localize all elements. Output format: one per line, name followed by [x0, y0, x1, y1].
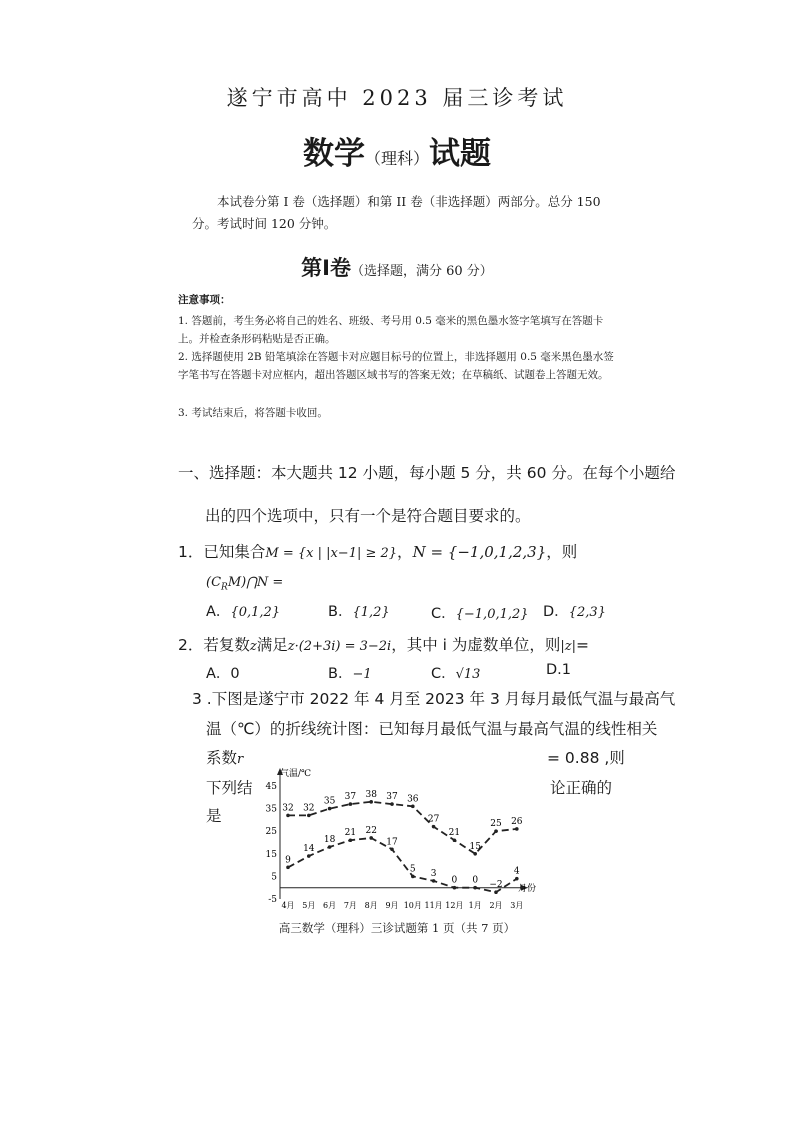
part-heading — [0, 252, 794, 282]
subject-name: 数学 — [302, 136, 365, 172]
x-tick-label: 8月 — [364, 901, 378, 910]
data-label: 14 — [303, 844, 315, 855]
data-label: 3 — [430, 868, 437, 879]
option-value: −1 — [352, 667, 372, 682]
q3-line-3-label — [206, 746, 243, 768]
q2-option-c — [431, 662, 480, 683]
data-point — [286, 814, 290, 818]
intro-text: 本试卷分第 I 卷（选择题）和第 II 卷（非选择题）两部分。总分 150 分。考试时间 120 分钟。 — [192, 194, 601, 231]
option-value: 1 — [561, 662, 572, 678]
x-tick-label: 2月 — [489, 901, 503, 910]
option-value: {0,1,2} — [230, 605, 281, 620]
option-value: {−1,0,1,2} — [455, 607, 529, 622]
data-label: 15 — [469, 841, 481, 852]
data-label: 26 — [511, 816, 523, 827]
temperature-line-chart — [262, 764, 537, 916]
data-point — [432, 879, 436, 883]
data-point — [390, 847, 394, 851]
option-value: √13 — [455, 667, 481, 682]
q1-sep: ， — [397, 543, 413, 561]
data-point — [349, 838, 353, 842]
q3-coef-var: r — [237, 752, 244, 767]
chart-y-ticks — [266, 782, 278, 905]
x-tick-label: 12月 — [445, 901, 464, 910]
data-point — [494, 890, 498, 894]
option-letter: B． — [328, 604, 353, 620]
data-label: 27 — [427, 814, 440, 825]
option-letter: D. — [546, 662, 562, 678]
data-label: 38 — [365, 789, 377, 800]
data-label: 0 — [451, 875, 458, 886]
x-tick-label: 7月 — [343, 901, 357, 910]
q2-option-a — [206, 662, 240, 683]
data-label: 25 — [490, 819, 502, 830]
data-label: 21 — [448, 828, 461, 839]
data-label: 32 — [303, 803, 315, 814]
q1-set-n: N = {−1,0,1,2,3} — [412, 543, 547, 561]
question-2 — [178, 633, 589, 655]
subject-title — [0, 128, 794, 173]
data-point — [515, 877, 519, 881]
q3-line-4-right: 论正确的 — [550, 779, 613, 797]
x-tick-label: 4月 — [281, 901, 295, 910]
q3-line-3-value: = 0.88 ,则 — [547, 749, 625, 767]
q3-line-2: 温（℃）的折线统计图：已知每月最低气温与最高气温的线性相关 — [206, 720, 658, 738]
data-label: 17 — [386, 837, 398, 848]
data-point — [432, 825, 436, 829]
data-label: 21 — [344, 828, 357, 839]
data-point — [390, 802, 394, 806]
option-value: {2,3} — [568, 605, 606, 620]
note-item-2: 2. 选择题使用 2B 铅笔填涂在答题卡对应题目标号的位置上，非选择题用 0.5 毫米黑色墨水签字笔书写在答题卡对应框内，超出答题区域书写的答案无效；在草稿纸、试题卷上答题无效。 — [178, 351, 614, 381]
y-tick-label: 45 — [265, 782, 277, 792]
data-point — [307, 814, 311, 818]
page-footer: 高三数学（理科）三诊试题第 1 页（共 7 页） — [278, 921, 516, 935]
data-point — [286, 866, 290, 870]
data-point — [473, 886, 477, 890]
q2-abs: |z| — [560, 639, 576, 654]
data-point — [494, 829, 498, 833]
data-point — [307, 854, 311, 858]
note-item-1: 1. 答题前，考生务必将自己的姓名、班级、考号用 0.5 毫米的黑色墨水签字笔填写在答题卡上。并检查条形码粘贴是否正确。 — [178, 315, 604, 345]
data-point — [369, 836, 373, 840]
q1-expression — [206, 575, 283, 593]
q1-expr-sub: R — [221, 582, 228, 593]
q2-equation: z·(2+3i) = 3−2i — [287, 639, 392, 654]
x-tick-label: 5月 — [302, 901, 316, 910]
q2-var: z — [249, 639, 257, 654]
data-point — [453, 886, 457, 890]
part-note: （选择题，满分 60 分） — [351, 264, 493, 279]
data-point — [411, 805, 415, 809]
data-point — [349, 802, 353, 806]
option-value: 0 — [230, 666, 240, 682]
subject-note: （理科） — [364, 149, 429, 168]
question-1 — [178, 540, 577, 562]
data-point — [515, 827, 519, 831]
data-label: −2 — [489, 880, 503, 891]
data-label: 32 — [282, 803, 294, 814]
x-tick-label: 1月 — [468, 901, 482, 910]
data-label: 5 — [409, 864, 416, 875]
q1-option-c — [431, 602, 529, 623]
option-letter: C． — [431, 606, 456, 622]
data-point — [473, 852, 477, 856]
data-label: 9 — [285, 855, 291, 866]
q1-option-d — [543, 600, 606, 621]
series-line-1 — [288, 838, 517, 892]
q3-line-4-left: 下列结 — [206, 779, 253, 797]
q1-expr-rest: M)⋂N = — [227, 575, 284, 590]
q3-coef-label: 系数 — [206, 749, 238, 767]
option-letter: A． — [206, 604, 231, 620]
q2-prefix: 2．若复数 — [178, 636, 250, 654]
data-point — [328, 845, 332, 849]
exam-title: 遂宁市高中 2023 届三诊考试 — [226, 86, 568, 110]
q2-option-b — [328, 662, 372, 683]
chart-x-axis-label: 月份 — [518, 884, 537, 894]
data-label: 22 — [365, 825, 377, 836]
data-point — [328, 807, 332, 811]
notes-title: 注意事项： — [178, 294, 231, 306]
x-tick-label: 11月 — [424, 901, 443, 910]
y-tick-label: -5 — [268, 895, 277, 905]
q3-line-5: 是 — [206, 807, 222, 825]
x-tick-label: 3月 — [510, 901, 524, 910]
chart-y-axis-label: 气温/℃ — [280, 769, 312, 779]
data-point — [453, 838, 457, 842]
x-tick-label: 10月 — [403, 901, 422, 910]
option-value: {1,2} — [352, 605, 390, 620]
data-label: 4 — [513, 866, 520, 877]
q1-expr-start: (C — [206, 575, 222, 590]
subject-suffix: 试题 — [429, 136, 491, 172]
y-tick-label: 25 — [265, 827, 277, 838]
q2-suffix: ，其中 i 为虚数单位，则 — [391, 636, 561, 654]
option-letter: C． — [431, 666, 456, 682]
data-label: 0 — [472, 875, 479, 886]
data-label: 18 — [323, 835, 336, 846]
chart-x-labels — [281, 901, 523, 910]
q1-option-b — [328, 600, 390, 621]
chart-data-points — [286, 800, 518, 894]
x-tick-label: 9月 — [385, 901, 399, 910]
data-point — [369, 800, 373, 804]
data-label: 37 — [344, 792, 357, 803]
note-item-3: 3. 考试结束后，将答题卡收回。 — [178, 407, 328, 419]
q2-eq: = — [576, 636, 589, 654]
option-letter: D． — [543, 604, 569, 620]
q1-prefix: 1．已知集合 — [178, 543, 266, 561]
chart-series-lines — [288, 802, 517, 892]
q3-line-1: 3 .下图是遂宁市 2022 年 4 月至 2023 年 3 月每月最低气温与最高气 — [192, 690, 676, 708]
q1-option-a — [206, 600, 280, 621]
q1-set-m: M = {x | |x−1| ≥ 2} — [265, 546, 398, 561]
option-letter: B． — [328, 666, 353, 682]
q2-mid: 满足 — [256, 636, 288, 654]
y-tick-label: 5 — [271, 872, 277, 883]
data-label: 36 — [407, 794, 419, 805]
y-tick-label: 35 — [265, 804, 277, 815]
data-point — [411, 875, 415, 879]
option-letter: A． — [206, 666, 231, 682]
data-label: 35 — [323, 796, 336, 807]
data-label: 37 — [386, 792, 398, 803]
section-heading-line1: 一、选择题：本大题共 12 小题，每小题 5 分，共 60 分。在每个小题给 — [178, 464, 676, 482]
x-tick-label: 6月 — [323, 901, 337, 910]
q2-option-d — [546, 662, 571, 678]
series-line-0 — [288, 802, 517, 854]
y-tick-label: 15 — [265, 849, 277, 860]
q1-suffix: ，则 — [546, 543, 578, 561]
part-title: 第Ⅰ卷 — [301, 256, 351, 280]
section-heading-line2: 出的四个选项中，只有一个是符合题目要求的。 — [205, 507, 531, 525]
